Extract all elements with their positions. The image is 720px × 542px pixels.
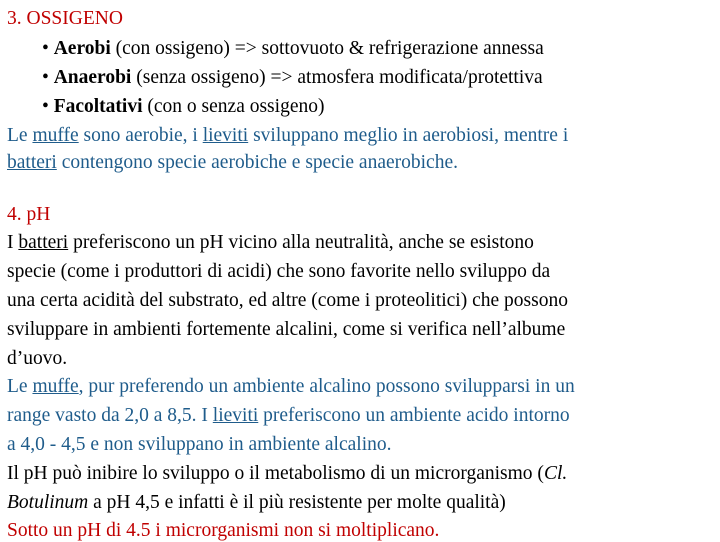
- text-run: Le: [7, 125, 33, 146]
- section-heading-ph: 4. pH: [7, 204, 51, 225]
- text-run: Il pH può inibire lo sviluppo o il metabolismo di un microrganismo (: [7, 463, 544, 484]
- term-batteri: batteri: [7, 152, 57, 173]
- ph-para1-line2: specie (come i produttori di acidi) che sono favorite nello sviluppo da: [7, 261, 551, 282]
- bullet-term: Anaerobi: [53, 67, 132, 88]
- ph-conclusion: Sotto un pH di 4.5 i microrganismi non si moltiplicano.: [7, 520, 440, 541]
- term-lieviti: lieviti: [212, 405, 259, 426]
- text-run: I: [7, 232, 19, 253]
- text-run: sono aerobie, i: [78, 125, 203, 146]
- ph-para3-line2: [7, 491, 506, 514]
- species-name: Cl.: [543, 463, 568, 484]
- text-run: Le: [7, 376, 33, 397]
- ph-para1-line1: [7, 231, 534, 254]
- bullet-text: (con ossigeno) => sottovuoto & refrigerazione annessa: [110, 38, 544, 59]
- ph-para1-line4: sviluppare in ambienti fortemente alcalini, come si verifica nell’albume: [7, 319, 566, 340]
- ph-para2-line1: [7, 375, 575, 398]
- text-run: a pH 4,5 e infatti è il più resistente per molte qualità): [88, 492, 506, 513]
- text-run: preferiscono un pH vicino alla neutralità, anche se esistono: [68, 232, 534, 253]
- bullet-marker: •: [42, 67, 49, 88]
- ph-para1-line3: una certa acidità del substrato, ed altre (come i proteolitici) che possono: [7, 290, 568, 311]
- bullet-marker: •: [42, 96, 49, 117]
- bullet-term: Aerobi: [53, 38, 111, 59]
- bullet-facoltativi: [42, 95, 324, 118]
- ossigeno-paragraph-line1: [7, 124, 568, 147]
- bullet-text: (senza ossigeno) => atmosfera modificata/protettiva: [131, 67, 543, 88]
- term-muffe: muffe: [32, 125, 79, 146]
- ph-para2-line2: [7, 404, 570, 427]
- text-run: sviluppano meglio in aerobiosi, mentre i: [248, 125, 569, 146]
- term-batteri: batteri: [18, 232, 69, 253]
- bullet-term: Facoltativi: [53, 96, 143, 117]
- bullet-aerobi: [42, 37, 544, 60]
- ossigeno-paragraph-line2: [7, 151, 458, 174]
- bullet-text: (con o senza ossigeno): [142, 96, 325, 117]
- bullet-anaerobi: [42, 66, 543, 89]
- bullet-marker: •: [42, 38, 49, 59]
- text-run: contengono specie aerobiche e specie anaerobiche.: [56, 152, 458, 173]
- text-run: range vasto da 2,0 a 8,5. I: [7, 405, 213, 426]
- term-muffe: muffe: [32, 376, 79, 397]
- term-lieviti: lieviti: [202, 125, 249, 146]
- text-run: , pur preferendo un ambiente alcalino possono svilupparsi in un: [78, 376, 575, 397]
- section-heading-ossigeno: 3. OSSIGENO: [7, 8, 123, 29]
- species-name: Botulinum: [7, 492, 89, 513]
- ph-para3-line1: [7, 462, 567, 485]
- text-run: preferiscono un ambiente acido intorno: [258, 405, 570, 426]
- ph-para1-line5: d’uovo.: [7, 348, 68, 369]
- ph-para2-line3: a 4,0 - 4,5 e non sviluppano in ambiente alcalino.: [7, 434, 392, 455]
